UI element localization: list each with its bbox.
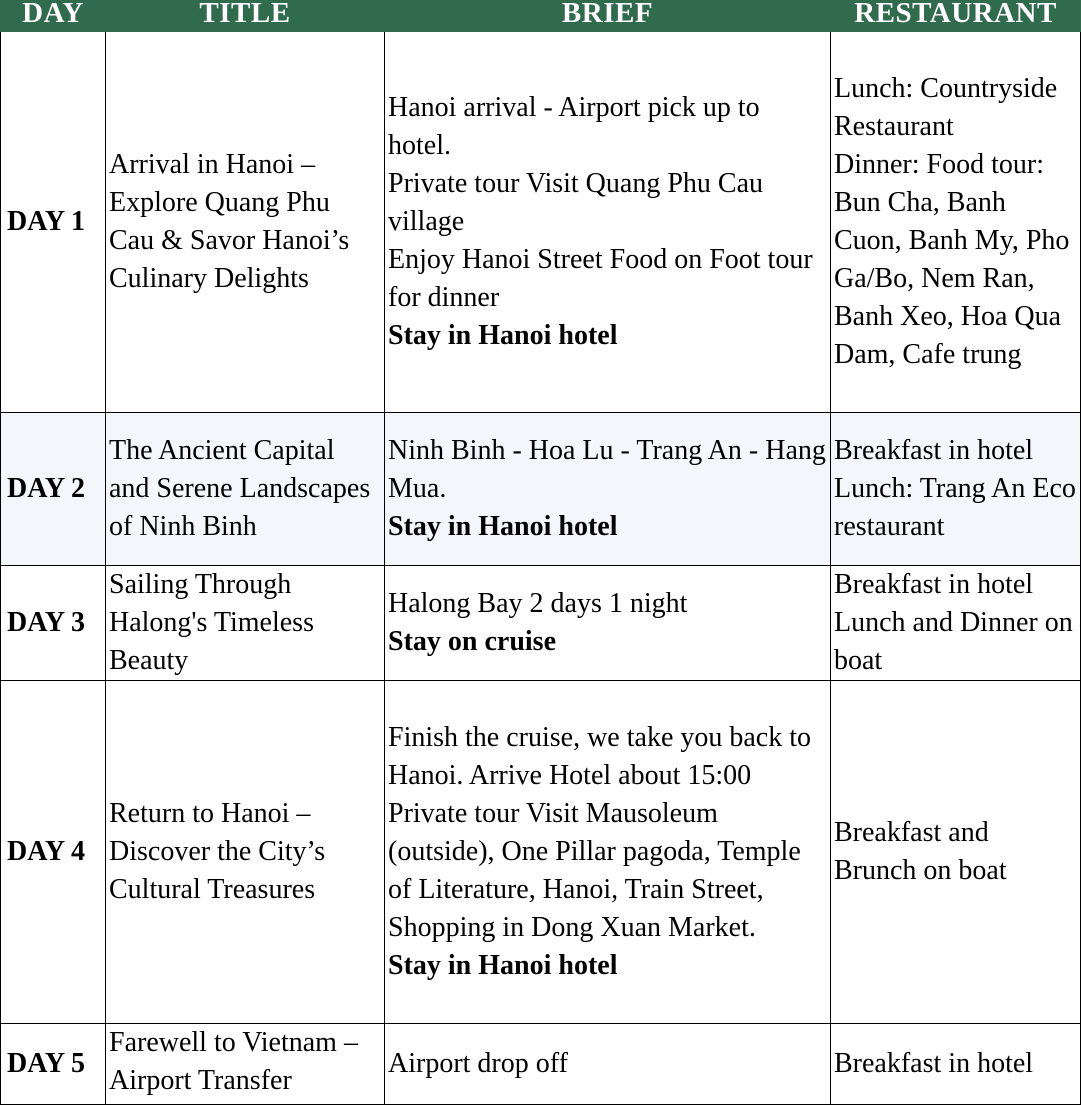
day-cell: DAY 5: [1, 1024, 106, 1105]
restaurant-cell: [831, 32, 1081, 413]
brief-line: Private tour Visit Quang Phu Cau village: [388, 168, 764, 237]
header-title: TITLE: [106, 0, 385, 32]
restaurant-cell: [831, 566, 1081, 681]
brief-line: Airport drop off: [388, 1048, 568, 1079]
meal-line: Lunch: Countryside Restaurant: [834, 73, 1058, 142]
day-cell: DAY 3: [1, 566, 106, 681]
meal-line: Breakfast in hotel: [834, 569, 1034, 600]
table-row: [1, 566, 1081, 681]
table-row: [1, 1024, 1081, 1105]
title-cell: The Ancient Capital and Serene Landscapes of Ninh Binh: [106, 413, 385, 566]
restaurant-cell: [831, 413, 1081, 566]
meal-line: Breakfast in hotel: [834, 435, 1034, 466]
brief-line: Hanoi arrival - Airport pick up to hotel.: [388, 92, 760, 161]
header-brief: BRIEF: [385, 0, 831, 32]
restaurant-cell: [831, 681, 1081, 1024]
brief-line: Enjoy Hanoi Street Food on Foot tour for dinner: [388, 244, 813, 313]
stay-note: Stay in Hanoi hotel: [388, 320, 618, 351]
restaurant-cell: [831, 1024, 1081, 1105]
meal-line: Lunch and Dinner on boat: [834, 607, 1073, 676]
brief-cell: [385, 566, 831, 681]
brief-cell: [385, 413, 831, 566]
brief-line: Finish the cruise, we take you back to Hanoi. Arrive Hotel about 15:00: [388, 722, 812, 791]
brief-cell: [385, 1024, 831, 1105]
brief-line: Halong Bay 2 days 1 night: [388, 588, 688, 619]
day-cell: DAY 1: [1, 32, 106, 413]
title-cell: Sailing Through Halong's Timeless Beauty: [106, 566, 385, 681]
brief-cell: [385, 681, 831, 1024]
day-cell: DAY 4: [1, 681, 106, 1024]
title-cell: Return to Hanoi – Discover the City’s Cultural Treasures: [106, 681, 385, 1024]
day-cell: DAY 2: [1, 413, 106, 566]
header-day: DAY: [1, 0, 106, 32]
title-cell: Arrival in Hanoi – Explore Quang Phu Cau & Savor Hanoi’s Culinary Delights: [106, 32, 385, 413]
table-row: [1, 32, 1081, 413]
stay-note: Stay in Hanoi hotel: [388, 950, 618, 981]
brief-line: Private tour Visit Mausoleum (outside), One Pillar pagoda, Temple of Literature, Hanoi, Train Street, Shopping in Dong Xuan Market.: [388, 798, 801, 943]
header-restaurant: RESTAURANT: [831, 0, 1081, 32]
table-row: [1, 681, 1081, 1024]
table-header-row: [1, 0, 1081, 32]
meal-line: Lunch: Trang An Eco restaurant: [834, 473, 1076, 542]
brief-line: Ninh Binh - Hoa Lu - Trang An - Hang Mua.: [388, 435, 826, 504]
brief-cell: [385, 32, 831, 413]
stay-note: Stay in Hanoi hotel: [388, 511, 618, 542]
meal-line: Dinner: Food tour: Bun Cha, Banh Cuon, Banh My, Pho Ga/Bo, Nem Ran, Banh Xeo, Hoa Qua Dam, Cafe trung: [834, 149, 1070, 370]
meal-line: Breakfast in hotel: [834, 1048, 1034, 1079]
meal-line: Breakfast and Brunch on boat: [834, 817, 1007, 886]
stay-note: Stay on cruise: [388, 626, 556, 657]
table-row: [1, 413, 1081, 566]
title-cell: Farewell to Vietnam – Airport Transfer: [106, 1024, 385, 1105]
